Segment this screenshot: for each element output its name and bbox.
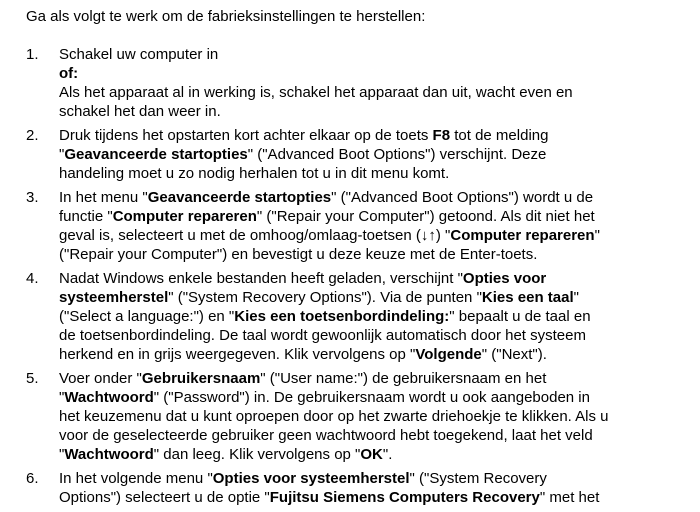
emphasized-text: systeemherstel [59, 289, 169, 306]
instruction-steps-list [26, 45, 696, 507]
step-text: " bepaalt u de taal en [449, 308, 591, 325]
emphasized-text: Volgende [415, 346, 482, 363]
emphasized-text: Opties voor [462, 270, 547, 287]
step-number: 2. [26, 127, 39, 144]
step-text-line [59, 207, 696, 226]
step-number: 6. [26, 470, 39, 487]
step-text: Options") selecteert u de optie " [59, 489, 270, 506]
step-text-line [59, 64, 696, 83]
step-text-line [59, 288, 696, 307]
step-text-line [59, 307, 696, 326]
step-text: Als het apparaat al in werking is, schakel het apparaat dan uit, wacht even en [59, 84, 573, 101]
step-text: Nadat Windows enkele bestanden heeft geladen, verschijnt " [59, 270, 463, 287]
step-text: " [59, 446, 65, 463]
step-text: ("Repair your Computer") en bevestigt u deze keuze met de Enter-toets. [59, 246, 538, 263]
emphasized-text: of: [59, 65, 79, 82]
document-page [26, 0, 696, 512]
emphasized-text: Wachtwoord [64, 446, 154, 463]
step-text-line [59, 45, 696, 64]
step-text: schakel het dan weer in. [59, 103, 221, 120]
step-text-line [59, 188, 696, 207]
step-item [26, 188, 696, 264]
emphasized-text: Kies een toetsenbordindeling: [234, 308, 450, 325]
step-text: " [573, 289, 579, 306]
step-item [26, 269, 696, 364]
step-text-line [59, 407, 696, 426]
intro-paragraph: Ga als volgt te werk om de fabrieksinstellingen te herstellen: [26, 8, 426, 25]
step-number: 3. [26, 189, 39, 206]
step-text-line [59, 445, 696, 464]
step-text-line [59, 488, 696, 507]
step-text-line [59, 83, 696, 102]
step-text-line [59, 345, 696, 364]
step-text: In het menu " [59, 189, 148, 206]
step-text: " ("System Recovery Options"). Via de punten " [168, 289, 482, 306]
step-text: " ("User name:") de gebruikersnaam en het [260, 370, 547, 387]
step-number: 5. [26, 370, 39, 387]
step-text: In het volgende menu " [59, 470, 213, 487]
emphasized-text: F8 [432, 127, 451, 144]
step-text-line [59, 388, 696, 407]
emphasized-text: Geavanceerde startopties [147, 189, 332, 206]
step-text: " ("Repair your Computer") getoond. Als dit niet het [256, 208, 595, 225]
step-text: " dan leeg. Klik vervolgens op " [153, 446, 361, 463]
emphasized-text: Geavanceerde startopties [64, 146, 248, 163]
step-item [26, 469, 696, 507]
step-text-line [59, 426, 696, 445]
step-text-line [59, 469, 696, 488]
emphasized-text: Computer repareren [112, 208, 257, 225]
step-text: functie " [59, 208, 113, 225]
emphasized-text: OK [360, 446, 383, 463]
step-text-line [59, 226, 696, 245]
step-text: de toetsenbordindeling. De taal wordt gewoonlijk automatisch door het systeem [59, 327, 586, 344]
emphasized-text: Computer repareren [450, 227, 595, 244]
step-text: " ("System Recovery [409, 470, 547, 487]
step-text: " [59, 146, 65, 163]
step-text-line [59, 126, 696, 145]
step-text-line [59, 145, 696, 164]
step-text: ("Select a language:") en " [59, 308, 235, 325]
step-text: " ("Password") in. De gebruikersnaam wordt u ook aangeboden in [153, 389, 590, 406]
emphasized-text: Kies een taal [481, 289, 574, 306]
step-text-line [59, 102, 696, 121]
step-text: ". [382, 446, 393, 463]
step-item [26, 369, 696, 464]
step-text: Voer onder " [59, 370, 142, 387]
step-text: Druk tijdens het opstarten kort achter elkaar op de toets [59, 127, 433, 144]
step-text: " met het [539, 489, 600, 506]
step-text: " ("Advanced Boot Options") wordt u de [331, 189, 594, 206]
step-number: 4. [26, 270, 39, 287]
emphasized-text: Wachtwoord [64, 389, 154, 406]
step-text: het keuzemenu dat u kunt oproepen door op het zwarte driehoekje te klikken. Als u [59, 408, 609, 425]
step-text: " [594, 227, 600, 244]
step-text-line [59, 326, 696, 345]
step-text-line [59, 245, 696, 264]
step-text-line [59, 369, 696, 388]
step-text: tot de melding [450, 127, 549, 144]
step-text: " ("Next"). [481, 346, 547, 363]
step-text-line [59, 164, 696, 183]
emphasized-text: Fujitsu Siemens Computers Recovery [269, 489, 540, 506]
step-number: 1. [26, 46, 39, 63]
step-text: voor de geselecteerde gebruiker geen wachtwoord hebt toegekend, laat het veld [59, 427, 593, 444]
step-text: Schakel uw computer in [59, 46, 219, 63]
step-text: geval is, selecteert u met de omhoog/omlaag-toetsen (↓↑) " [59, 227, 451, 244]
emphasized-text: Gebruikersnaam [141, 370, 261, 387]
step-text: handeling moet u zo nodig herhalen tot u in dit menu komt. [59, 165, 450, 182]
step-item [26, 126, 696, 183]
step-text: " [59, 389, 65, 406]
emphasized-text: Opties voor systeemherstel [212, 470, 410, 487]
step-item [26, 45, 696, 121]
step-text: herkend en in grijs weergegeven. Klik vervolgens op " [59, 346, 416, 363]
step-text: " ("Advanced Boot Options") verschijnt. Deze [247, 146, 547, 163]
step-text-line [59, 269, 696, 288]
